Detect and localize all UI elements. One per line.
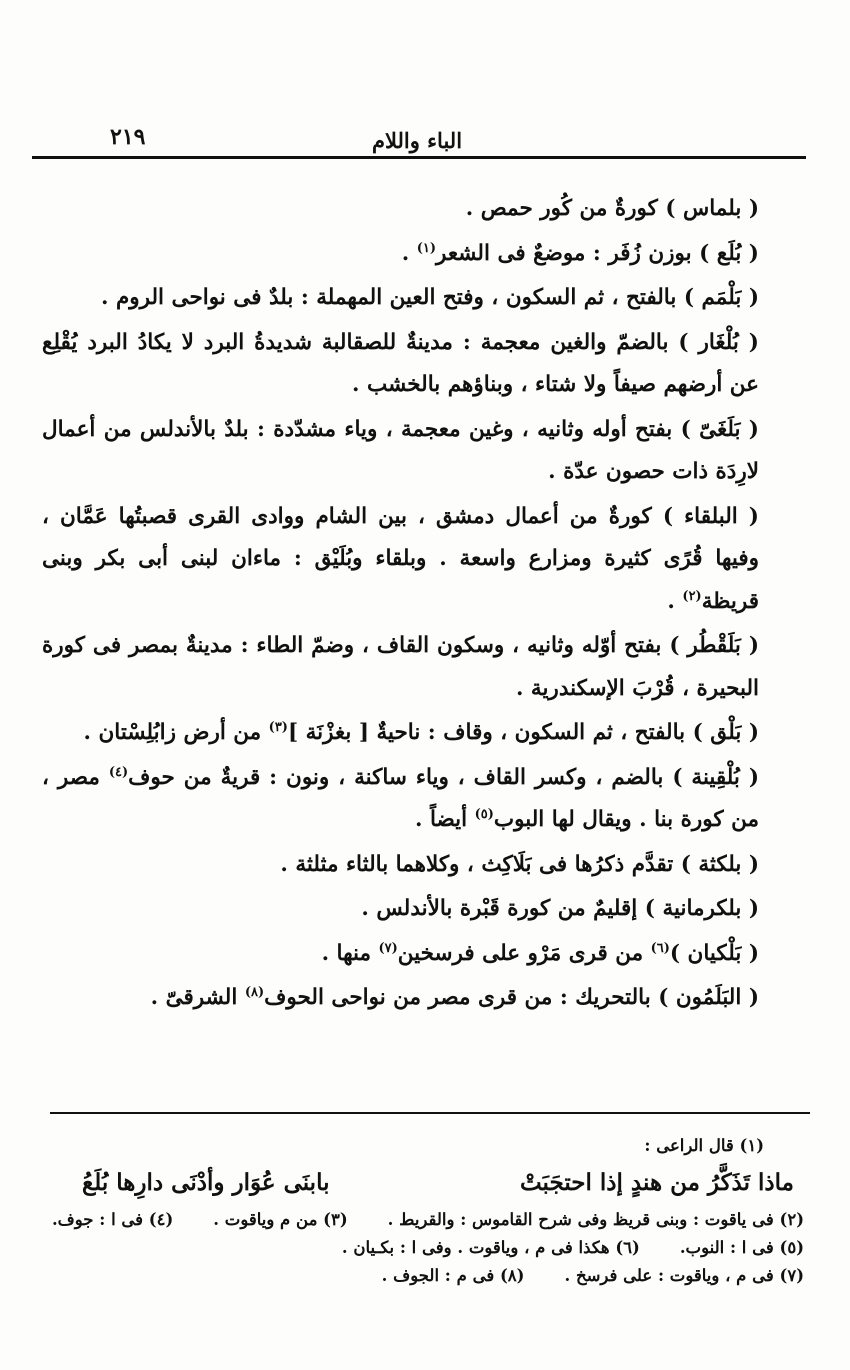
verse-first-hemistich: ماذا تَذَكَّرُ من هندٍ إذا احتجَبَتْ [519,1169,794,1196]
footnote-ref: (٣) [268,719,288,735]
footnote-line [42,1262,804,1290]
footnote-ref: (٧) [378,940,398,956]
footnote-6: (٦) هكذا فى م ، وياقوت . وفى ا : بكـيان . [341,1238,640,1257]
entry [42,933,804,976]
entry-text: بالضم ، وكسر القاف ، وياء ساكنة ، ونون : قريةٌ من حوف [128,764,664,790]
entry [42,757,804,842]
entry [42,625,804,710]
poetry-verse [42,1160,804,1206]
footnotes [42,1132,804,1290]
entry-text: بالفتح ، ثم السكون ، وقاف : ناحيةٌ [ بغزْنَة ] [287,720,686,745]
entry-text-tail: الشرقىّ . [150,985,245,1010]
footnote-ref: (٢) [682,588,702,604]
footnote-4: (٤) فى ا : جوف. [51,1210,174,1229]
entry-headword: ( بلكثة ) [680,851,759,877]
entry-headword: ( بُلَع ) [699,240,759,266]
entry-text-tail: أيضاً . [415,807,475,832]
entry-headword: ( البلقاء ) [662,503,759,529]
footnote-ref: (١) [416,240,437,256]
running-title: الباء واللام [371,128,463,153]
entry-text: كورةٌ من أعمال دمشق ، بين الشام ووادى القرى قصبتُها عَمَّان ، وفيها قُرًى كثيرة ومزارع واسعة . وبلقاء وبُلَيْق : ماءان لبنى أبى بكر وبنى قريظة [42,503,759,614]
entry-text: إقليمٌ من كورة قَبْرة بالأندلس . [361,896,638,921]
entry-text: بالتحريك : من قرى مصر من نواحى الحوف [264,985,651,1010]
footnote-8: (٨) فى م : الجوف . [381,1266,525,1285]
entry-text-tail: منها . [321,940,379,966]
entry [42,277,804,320]
entry [42,888,804,931]
footnote-3: (٣) من م وياقوت . [213,1210,348,1229]
entry-headword: ( بلكرمانية ) [644,896,759,921]
entry-headword: ( بَلْمَم ) [683,285,759,310]
entry [42,712,804,755]
header-rule [32,156,806,159]
footnote-ref: (٦) [650,940,670,956]
footnote-1-label: (١) قال الراعى : [644,1136,764,1155]
footnote-line [42,1206,804,1234]
entry-headword: ( بَلْق ) [692,720,759,745]
entry [42,496,804,624]
page-header [32,118,802,158]
entry-text: من قرى مَرْو على فرسخين [397,940,651,966]
entry [42,409,804,494]
entry-text-tail: من أرض زابُلِسْتان . [83,720,269,745]
entry-headword: ( بُلْغَار ) [678,329,759,355]
verse-second-hemistich: بابنَى عُوَار وأدْنَى دارِها بُلَعُ [82,1169,330,1196]
entry [42,322,804,407]
entry-text-tail: . [401,240,417,266]
entry-headword: ( البَلَمُون ) [658,985,759,1010]
footnote-7: (٧) فى م ، وياقوت : على فرسخ . [564,1266,804,1285]
entry [42,977,804,1020]
entry [42,188,804,231]
entry-headword: ( بَلَقْطُر ) [669,633,759,658]
footnote-rule [50,1112,810,1114]
footnote-5: (٥) فى ا : النوب. [679,1238,804,1257]
entry-headword: ( بُلْقِينة ) [672,764,760,790]
dictionary-entries [42,188,804,1022]
entry-text: بالضمّ والغين معجمة : مدينةٌ للصقالبة شديدةُ البرد لا يكادُ البرد يُقْلِع عن أرضهم صيفاً ولا شتاء ، وبناؤهم بالخشب . [42,329,759,397]
entry [42,233,804,276]
entry-text: بالفتح ، ثم السكون ، وفتح العين المهملة : بلدٌ فى نواحى الروم . [100,285,677,310]
entry-text: كورةٌ من كُور حمص . [465,196,658,221]
entry [42,844,804,887]
entry-headword: ( بَلَغَىّ ) [680,416,759,442]
entry-text: بفتح أوّله وثانيه ، وسكون القاف ، وضمّ الطاء : مدينةٌ بمصر فى كورة البحيرة ، قُرْبَ الإسكندرية . [42,633,759,701]
entry-text-tail: . [667,588,683,614]
entry-text: بوزن زُفَر : موضعٌ فى الشعر [436,240,692,266]
entry-headword: ( بَلْكيان ) [669,940,759,966]
entry-text: بفتح أوله وثانيه ، وغين معجمة ، وياء مشدّدة : بلدٌ بالأندلس من أعمال لارِدَة ذات حصون عدّة . [42,416,759,484]
entry-text: تقدَّم ذكرُها فى بَلَاكِث ، وكلاهما بالثاء مثلثة . [280,851,674,877]
footnote-ref: (٥) [474,806,494,822]
footnote-2: (٢) فى ياقوت : وبنى قريظ وفى شرح القاموس : والقريط . [387,1210,804,1229]
footnote-line [42,1234,804,1262]
entry-headword: ( بلماس ) [665,196,759,221]
footnote-ref: (٨) [244,984,265,1000]
entry-text-tail: مصر ، من كورة بنا . ويقال لها البوب [42,764,759,832]
page-number: ٢١٩ [110,124,146,150]
footnote-ref: (٤) [108,764,129,780]
